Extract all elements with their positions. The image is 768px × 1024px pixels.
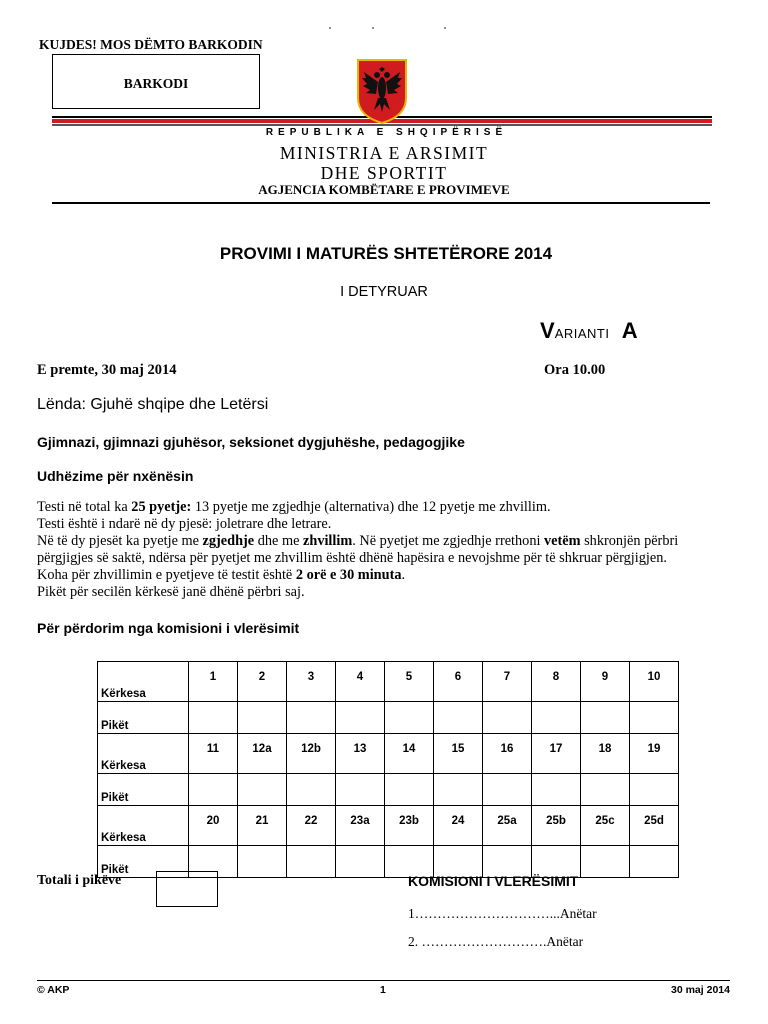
points-entry-cell[interactable] [581,774,630,806]
barcode-box [52,54,260,109]
requirement-number-cell: 21 [238,806,287,846]
school-types: Gjimnazi, gjimnazi gjuhësor, seksionet dygjuhëshe, pedagogjike [37,434,465,450]
exam-subject: Lënda: Gjuhë shqipe dhe Letërsi [37,396,269,413]
instruction-line: Testi në total ka 25 pyetje: 13 pyetje me zgjedhje (alternativa) dhe 12 pyetje me zhvillim. [37,499,551,515]
points-entry-cell[interactable] [287,702,336,734]
instruction-line: Koha për zhvillimin e pyetjeve të testit është 2 orë e 30 minuta. [37,567,406,583]
requirement-number-cell: 19 [630,734,679,774]
requirement-number-cell: 14 [385,734,434,774]
barcode-label: BARKODI [123,76,189,91]
points-entry-cell[interactable] [287,774,336,806]
points-entry-cell[interactable] [336,702,385,734]
exam-title: PROVIMI I MATURËS SHTETËRORE 2014 [219,244,553,263]
requirement-number-cell: 8 [532,662,581,702]
total-points-label: Totali i pikëve [37,873,122,888]
republic-title: REPUBLIKA E SHQIPËRISË [265,127,508,138]
requirement-number-cell: 4 [336,662,385,702]
ministry-title-line2: DHE SPORTIT [320,163,448,183]
requirement-number-cell: 11 [189,734,238,774]
points-entry-cell[interactable] [532,702,581,734]
albanian-eagle-emblem [356,58,408,124]
requirement-number-cell: 22 [287,806,336,846]
points-entry-cell[interactable] [630,774,679,806]
requirement-number-cell: 20 [189,806,238,846]
exam-time: Ora 10.00 [544,362,606,378]
requirement-number-cell: 23b [385,806,434,846]
variant-letter-v: V [540,318,555,343]
points-entry-cell[interactable] [336,774,385,806]
points-entry-cell[interactable] [238,702,287,734]
instruction-line: Pikët për secilën kërkesë janë dhënë përbri saj. [37,584,305,600]
table-row-points [98,774,679,806]
requirement-number-cell: 12b [287,734,336,774]
variant-word: ARIANTI [554,326,610,341]
points-entry-cell[interactable] [189,702,238,734]
row-header-points: Pikët [98,702,189,734]
exam-date: E premte, 30 maj 2014 [37,362,177,378]
variant-code: A [621,318,638,343]
requirement-number-cell: 25b [532,806,581,846]
points-entry-cell[interactable] [385,702,434,734]
instructions-heading: Udhëzime për nxënësin [37,468,194,484]
requirement-number-cell: 23a [336,806,385,846]
total-points-box[interactable] [156,871,218,907]
row-header-points: Pikët [98,846,189,878]
requirement-number-cell: 24 [434,806,483,846]
instruction-line: përgjigjes së saktë, ndërsa për pyetjet me zhvillim është dhënë hapësira e nevojshme për të shkruar përgjigjen. [37,550,667,566]
points-entry-cell[interactable] [483,702,532,734]
row-header-points: Pikët [98,774,189,806]
points-entry-cell[interactable] [238,846,287,878]
requirement-number-cell: 18 [581,734,630,774]
requirement-number-cell: 2 [238,662,287,702]
footer-date: 30 maj 2014 [671,984,730,996]
points-entry-cell[interactable] [434,702,483,734]
table-row-requirements [98,662,679,702]
points-entry-cell[interactable] [189,774,238,806]
agency-title: AGJENCIA KOMBËTARE E PROVIMEVE [258,182,510,197]
points-entry-cell[interactable] [385,774,434,806]
footer-copyright: © AKP [37,984,70,996]
requirement-number-cell: 25d [630,806,679,846]
instructions-body [37,499,737,601]
points-entry-cell[interactable] [630,702,679,734]
requirement-number-cell: 15 [434,734,483,774]
requirement-number-cell: 12a [238,734,287,774]
table-row-requirements [98,806,679,846]
exam-subtitle: I DETYRUAR [340,284,428,300]
commission-heading: KOMISIONI I VLERËSIMIT [408,873,579,889]
variant-label [540,318,638,344]
requirement-number-cell: 1 [189,662,238,702]
requirement-number-cell: 16 [483,734,532,774]
points-entry-cell[interactable] [434,774,483,806]
points-entry-cell[interactable] [630,846,679,878]
requirement-number-cell: 6 [434,662,483,702]
footer-rule [37,980,730,981]
page-number: 1 [380,984,386,996]
table-row-requirements [98,734,679,774]
points-entry-cell[interactable] [287,846,336,878]
header-divider [52,202,710,204]
row-header-requirement: Kërkesa [98,662,189,702]
ministry-title: MINISTRIA E ARSIMIT [279,143,489,163]
commission-member-2: 2. ……………………….Anëtar [408,934,584,949]
requirement-number-cell: 9 [581,662,630,702]
points-entry-cell[interactable] [532,774,581,806]
points-entry-cell[interactable] [581,846,630,878]
commission-use-heading: Për përdorim nga komisioni i vlerësimit [37,620,300,636]
requirement-number-cell: 10 [630,662,679,702]
points-entry-cell[interactable] [238,774,287,806]
requirement-number-cell: 17 [532,734,581,774]
requirement-number-cell: 25c [581,806,630,846]
table-row-points [98,702,679,734]
points-entry-cell[interactable] [483,774,532,806]
score-table [97,661,679,878]
requirement-number-cell: 3 [287,662,336,702]
instruction-line: Në të dy pjesët ka pyetje me zgjedhje dhe me zhvillim. Në pyetjet me zgjedhje rrethoni vetëm shkronjën përbri [37,533,679,549]
row-header-requirement: Kërkesa [98,734,189,774]
scan-dots [300,18,480,30]
requirement-number-cell: 7 [483,662,532,702]
requirement-number-cell: 25a [483,806,532,846]
row-header-requirement: Kërkesa [98,806,189,846]
barcode-warning: KUJDES! MOS DËMTO BARKODIN [39,37,263,52]
points-entry-cell[interactable] [336,846,385,878]
requirement-number-cell: 13 [336,734,385,774]
points-entry-cell[interactable] [581,702,630,734]
instruction-line: Testi është i ndarë në dy pjesë: joletrare dhe letrare. [37,516,332,532]
header-rule-gray [52,124,712,126]
commission-member-1: 1…………………………...Anëtar [408,906,597,921]
requirement-number-cell: 5 [385,662,434,702]
